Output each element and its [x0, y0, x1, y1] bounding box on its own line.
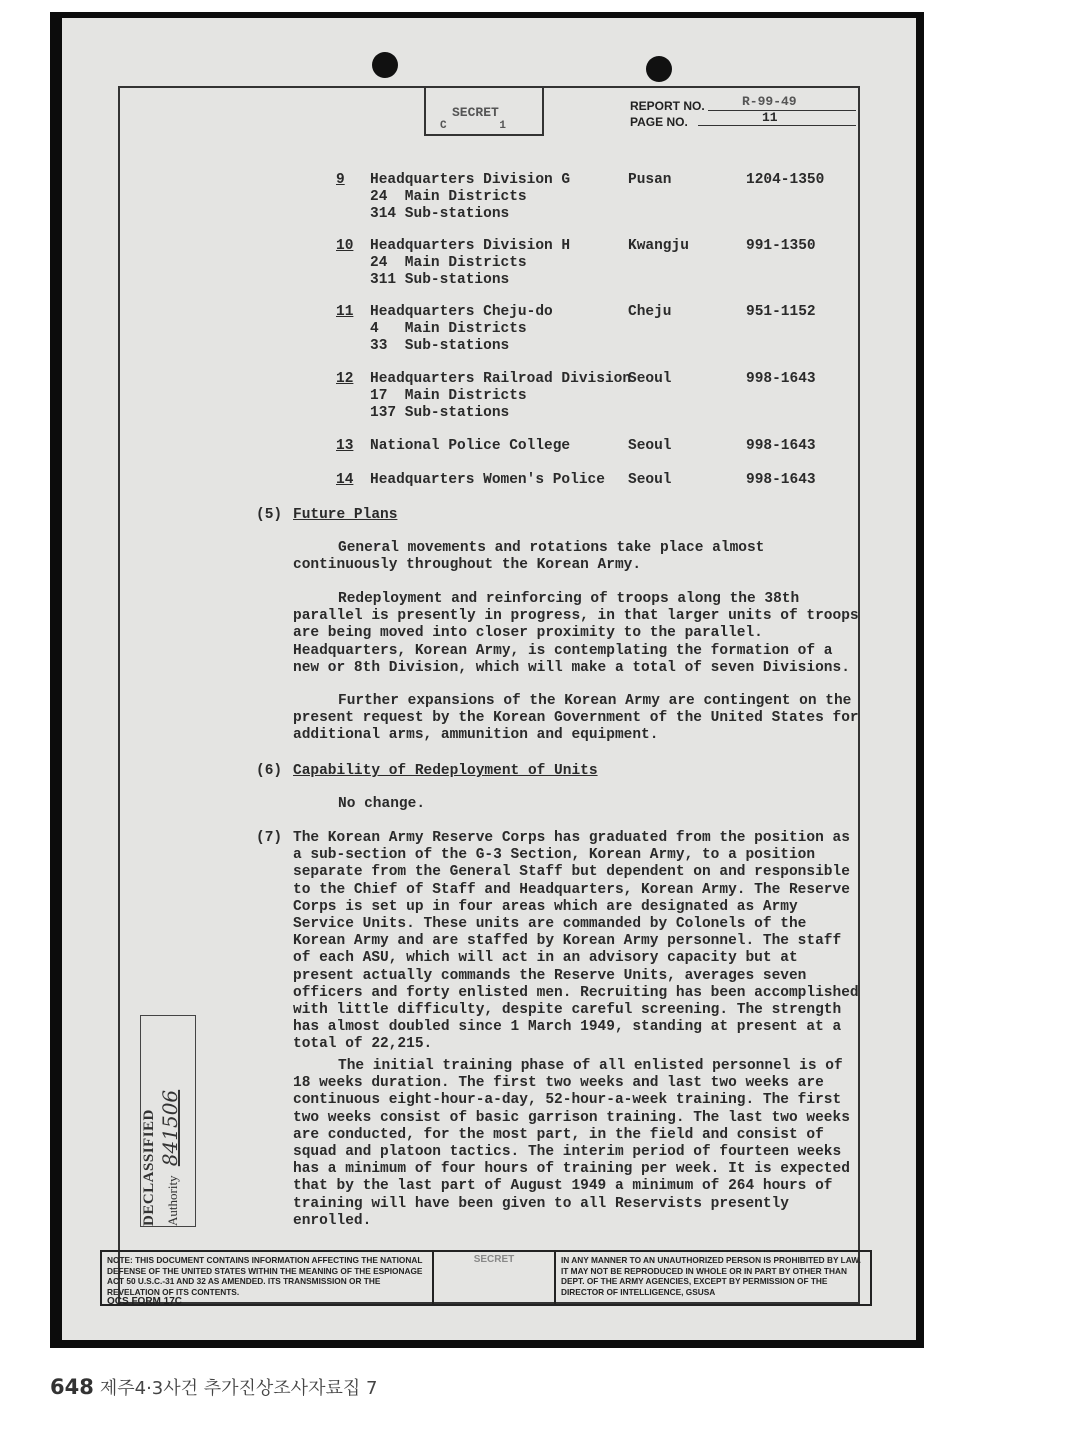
- section-5-paragraph: Redeployment and reinforcing of troops along the 38th parallel is presently in progress, in that larger units of troops are being moved into closer proximity to the parallel. Headquarters, Korean Army, is contemplating the formation of a new or 8th Division, which will make a total of seven Divisions.: [293, 591, 859, 676]
- footer-notice-right: IN ANY MANNER TO AN UNAUTHORIZED PERSON IS PROHIBITED BY LAW. IT MAY NOT BE REPRODUCED IN WHOLE OR IN PART BY OTHER THAN DEPT. OF THE ARMY AGENCIES, EXCEPT BY PERMISSION OF THE DIRECTOR OF INTELLIGENCE, GSUSA: [561, 1255, 861, 1297]
- unit-line: Headquarters Division G: [370, 172, 571, 188]
- stamp-number: 841506: [158, 1089, 182, 1167]
- rule: [708, 110, 856, 111]
- book-title: 제주4·3사건 추가진상조사자료집 7: [99, 1378, 378, 1399]
- section-6-text: No change.: [338, 796, 426, 812]
- unit-range: 1204-1350: [746, 172, 825, 188]
- unit-location: Seoul: [628, 438, 672, 454]
- unit-location: Seoul: [628, 371, 672, 387]
- unit-range: 998-1643: [746, 438, 816, 454]
- section-5-paragraph: General movements and rotations take place almost continuously throughout the Korean Army.: [293, 540, 765, 574]
- unit-location: Kwangju: [628, 238, 689, 254]
- footer-notice-left: NOTE: THIS DOCUMENT CONTAINS INFORMATION AFFECTING THE NATIONAL DEFENSE OF THE UNITED STATES WITHIN THE MEANING OF THE ESPIONAGE ACT 50 U.S.C.-31 AND 32 AS AMENDED. ITS TRANSMISSION OR THE REVELATION OF ITS CONTENTS.: [107, 1255, 423, 1297]
- unit-line: Headquarters Women's Police: [370, 472, 605, 488]
- page-caption: [50, 1374, 377, 1400]
- stamp-authority: Authority: [165, 1175, 180, 1226]
- section-6-title: Capability of Redeployment of Units: [293, 763, 598, 779]
- page-no: 11: [762, 110, 778, 125]
- unit-number: 9: [336, 172, 345, 188]
- report-no: R-99-49: [742, 94, 797, 109]
- unit-location: Seoul: [628, 472, 672, 488]
- rule: [698, 125, 856, 126]
- footer-left: [102, 1252, 434, 1307]
- unit-location: Cheju: [628, 304, 672, 320]
- declassified-stamp: [140, 1015, 196, 1227]
- section-7-paragraph: The initial training phase of all enlisted personnel is of 18 weeks duration. The first two weeks and last two weeks are continuous eight-hour-a-day, 52-hour-a-week training. The first two weeks consist of basic garrison training. The last two weeks are conducted, for the most part, in the field and consist of squad and platoon tactics. The interim period of fourteen weeks has a minimum of four hours of training per week. It is expected that by the last part of August 1949 a minimum of 264 hours of training will have been given to all Reservists presently enrolled.: [293, 1058, 850, 1229]
- unit-line: 24 Main Districts: [370, 255, 527, 271]
- classification-sub: C 1: [440, 120, 507, 132]
- unit-number: 14: [336, 472, 354, 488]
- unit-line: 4 Main Districts: [370, 321, 527, 337]
- unit-line: 311 Sub-stations: [370, 272, 510, 288]
- unit-line: 33 Sub-stations: [370, 338, 510, 354]
- unit-line: 137 Sub-stations: [370, 405, 510, 421]
- unit-number: 13: [336, 438, 354, 454]
- unit-range: 951-1152: [746, 304, 816, 320]
- unit-line: Headquarters Cheju-do: [370, 304, 553, 320]
- form-number: OCS FORM 17C: [107, 1296, 183, 1307]
- section-5-paragraph: Further expansions of the Korean Army are contingent on the present request by the Korean Government of the United States for additional arms, ammunition and equipment.: [293, 693, 859, 744]
- section-7-paragraph: The Korean Army Reserve Corps has graduated from the position as a sub-section of the G-3 Section, Korean Army, to a position separate from the General Staff but dependent on and responsible to the Chief of Staff and Headquarters, Korean Army. The Reserve Corps is set up in four areas which are designated as Army Service Units. These units are commanded by Colonels of the Korean Army and are staffed by Korean Army personnel. The staff of each ASU, which will act in an advisory capacity but at present actually commands the Reserve Units, averages seven officers and forty enlisted men. Recruiting has been accomplished with little difficulty, despite careful screening. The strength has almost doubled since 1 March 1949, standing at present at a total of 22,215.: [293, 830, 859, 1053]
- page-number: 648: [50, 1375, 94, 1399]
- classification-label: SECRET: [452, 105, 499, 120]
- unit-line: Headquarters Division H: [370, 238, 571, 254]
- unit-line: Headquarters Railroad Division: [370, 371, 632, 387]
- page-no-label: PAGE NO.: [630, 115, 688, 129]
- unit-number: 12: [336, 371, 354, 387]
- section-7-number: (7): [256, 830, 283, 846]
- punch-hole: [646, 56, 672, 82]
- punch-hole: [372, 52, 398, 78]
- unit-location: Pusan: [628, 172, 672, 188]
- unit-number: 10: [336, 238, 354, 254]
- footer-classification: SECRET: [434, 1252, 556, 1304]
- section-6-number: (6): [256, 763, 283, 779]
- unit-line: National Police College: [370, 438, 571, 454]
- section-5-title: Future Plans: [293, 507, 398, 523]
- report-no-label: REPORT NO.: [630, 99, 705, 113]
- classification-box: [424, 88, 544, 136]
- stamp-title: DECLASSIFIED: [141, 1109, 157, 1226]
- unit-number: 11: [336, 304, 354, 320]
- unit-line: 314 Sub-stations: [370, 206, 510, 222]
- section-5-number: (5): [256, 507, 283, 523]
- unit-line: 17 Main Districts: [370, 388, 527, 404]
- security-footer: [100, 1250, 872, 1306]
- unit-range: 991-1350: [746, 238, 816, 254]
- unit-range: 998-1643: [746, 472, 816, 488]
- unit-line: 24 Main Districts: [370, 189, 527, 205]
- unit-range: 998-1643: [746, 371, 816, 387]
